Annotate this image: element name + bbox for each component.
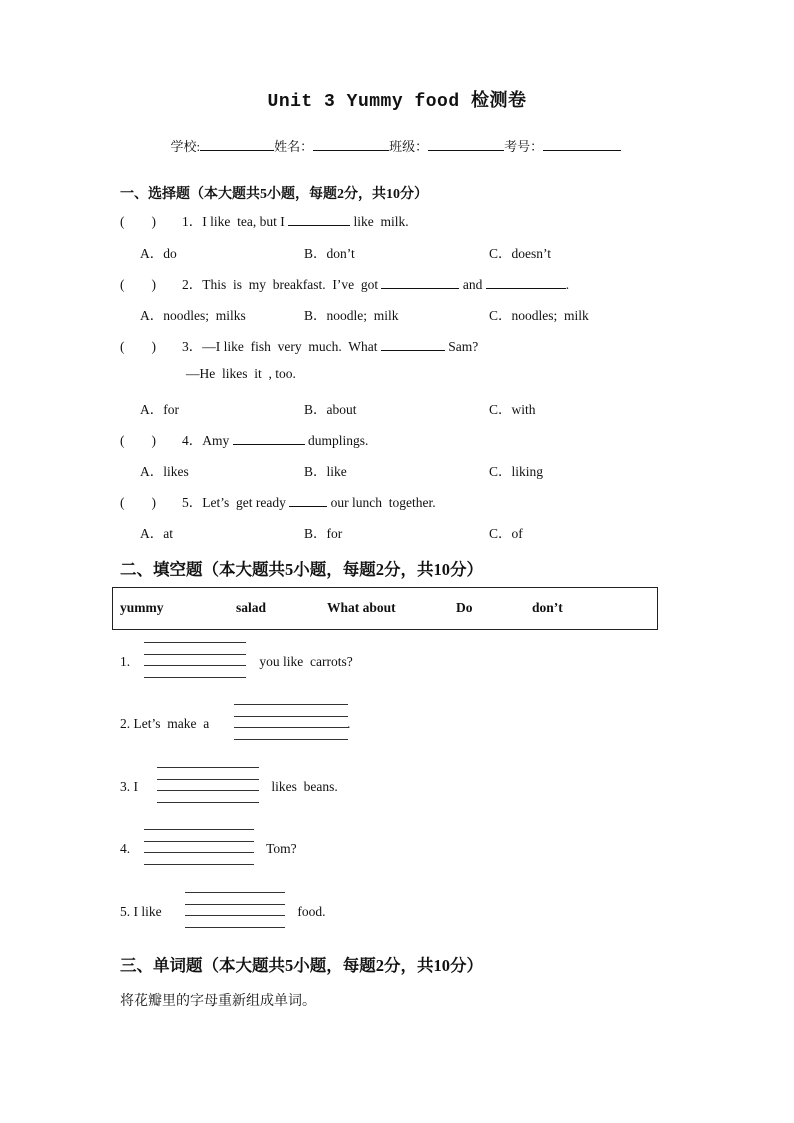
answer-blank[interactable] [289, 494, 327, 507]
question-number: 3． [182, 339, 203, 354]
question-3 [120, 335, 478, 355]
word-bank-item: don’t [532, 600, 563, 615]
school-label: 学校: [170, 139, 201, 154]
option-b[interactable]: B．don’t [304, 246, 355, 261]
question-text: This is my breakfast. I’ve got [202, 277, 382, 292]
option-b[interactable]: B．about [304, 402, 357, 417]
question-number: 5． [182, 495, 203, 510]
answer-blank[interactable] [288, 213, 350, 226]
question-1 [120, 210, 409, 230]
answer-blank[interactable] [381, 338, 445, 351]
option-c[interactable]: C．with [489, 402, 536, 417]
fill-item-1-post: you like carrots? [256, 654, 353, 669]
answer-blank[interactable] [381, 276, 459, 289]
answer-parens[interactable]: ( ) [120, 433, 156, 448]
number-field[interactable] [543, 138, 621, 151]
fill-item-5-post: food. [294, 904, 326, 919]
question-2 [120, 273, 569, 293]
fill-item-2-pre: 2. Let’s make a [120, 716, 213, 731]
word-bank-item: salad [236, 600, 267, 615]
answer-parens[interactable]: ( ) [120, 495, 156, 510]
fill-item-5-pre: 5. I like [120, 904, 165, 919]
option-b[interactable]: B．for [304, 526, 343, 541]
option-b[interactable]: B．noodle; milk [304, 308, 399, 323]
option-a[interactable]: A．likes [140, 464, 189, 479]
fill-item-1-pre: 1. [120, 654, 134, 669]
word-bank-item: Do [456, 600, 473, 615]
option-c[interactable]: C．of [489, 526, 523, 541]
school-field[interactable] [200, 138, 274, 151]
student-info-row [164, 120, 621, 155]
option-b[interactable]: B．like [304, 464, 347, 479]
fill-item-3-post: likes beans. [268, 779, 338, 794]
fill-item-2-post: . [347, 716, 351, 731]
option-a[interactable]: A．at [140, 526, 173, 541]
option-c[interactable]: C．liking [489, 464, 544, 479]
question-text: I like tea, but I [202, 214, 289, 229]
question-text-end: like milk. [350, 214, 409, 229]
question-text: —I like fish very much. What [202, 339, 381, 354]
question-text-end: our lunch together. [327, 495, 436, 510]
option-c[interactable]: C．doesn’t [489, 246, 552, 261]
question-number: 2． [182, 277, 203, 292]
answer-blank[interactable] [486, 276, 566, 289]
class-field[interactable] [428, 138, 504, 151]
fill-item-4-pre: 4. [120, 841, 134, 856]
section2-heading: 二、填空题（本大题共5小题，每题2分，共10分） [120, 560, 483, 579]
question-text-end: Sam? [444, 339, 479, 354]
fill-item-3-pre: 3. I [120, 779, 142, 794]
name-label: 姓名： [274, 139, 314, 154]
class-label: 班级： [389, 139, 429, 154]
question-number: 1． [182, 214, 203, 229]
section1-heading: 一、选择题（本大题共5小题，每题2分，共10分） [120, 187, 428, 202]
page-title: Unit 3 Yummy food 检测卷 [267, 92, 527, 112]
answer-blank[interactable] [233, 432, 305, 445]
section3-heading: 三、单词题（本大题共5小题，每题2分，共10分） [120, 956, 483, 975]
question-text: Let’s get ready [202, 495, 290, 510]
section3-instruction: 将花瓣里的字母重新组成单词。 [120, 993, 316, 1009]
answer-parens[interactable]: ( ) [120, 214, 156, 229]
name-field[interactable] [313, 138, 389, 151]
option-a[interactable]: A．do [140, 246, 177, 261]
question-number: 4． [182, 433, 203, 448]
question-3-reply: —He likes it , too. [186, 366, 296, 381]
option-a[interactable]: A．noodles; milks [140, 308, 246, 323]
word-bank-item: yummy [120, 600, 164, 615]
question-4 [120, 429, 368, 449]
question-text: Amy [202, 433, 233, 448]
option-c[interactable]: C．noodles; milk [489, 308, 589, 323]
fill-item-4-post: Tom? [263, 841, 297, 856]
answer-parens[interactable]: ( ) [120, 277, 156, 292]
question-5 [120, 491, 436, 511]
word-bank-item: What about [327, 600, 396, 615]
answer-parens[interactable]: ( ) [120, 339, 156, 354]
question-text-end: dumplings. [304, 433, 369, 448]
option-a[interactable]: A．for [140, 402, 179, 417]
question-text-end: . [565, 277, 570, 292]
number-label: 考号： [504, 139, 544, 154]
question-text-mid: and [459, 277, 486, 292]
